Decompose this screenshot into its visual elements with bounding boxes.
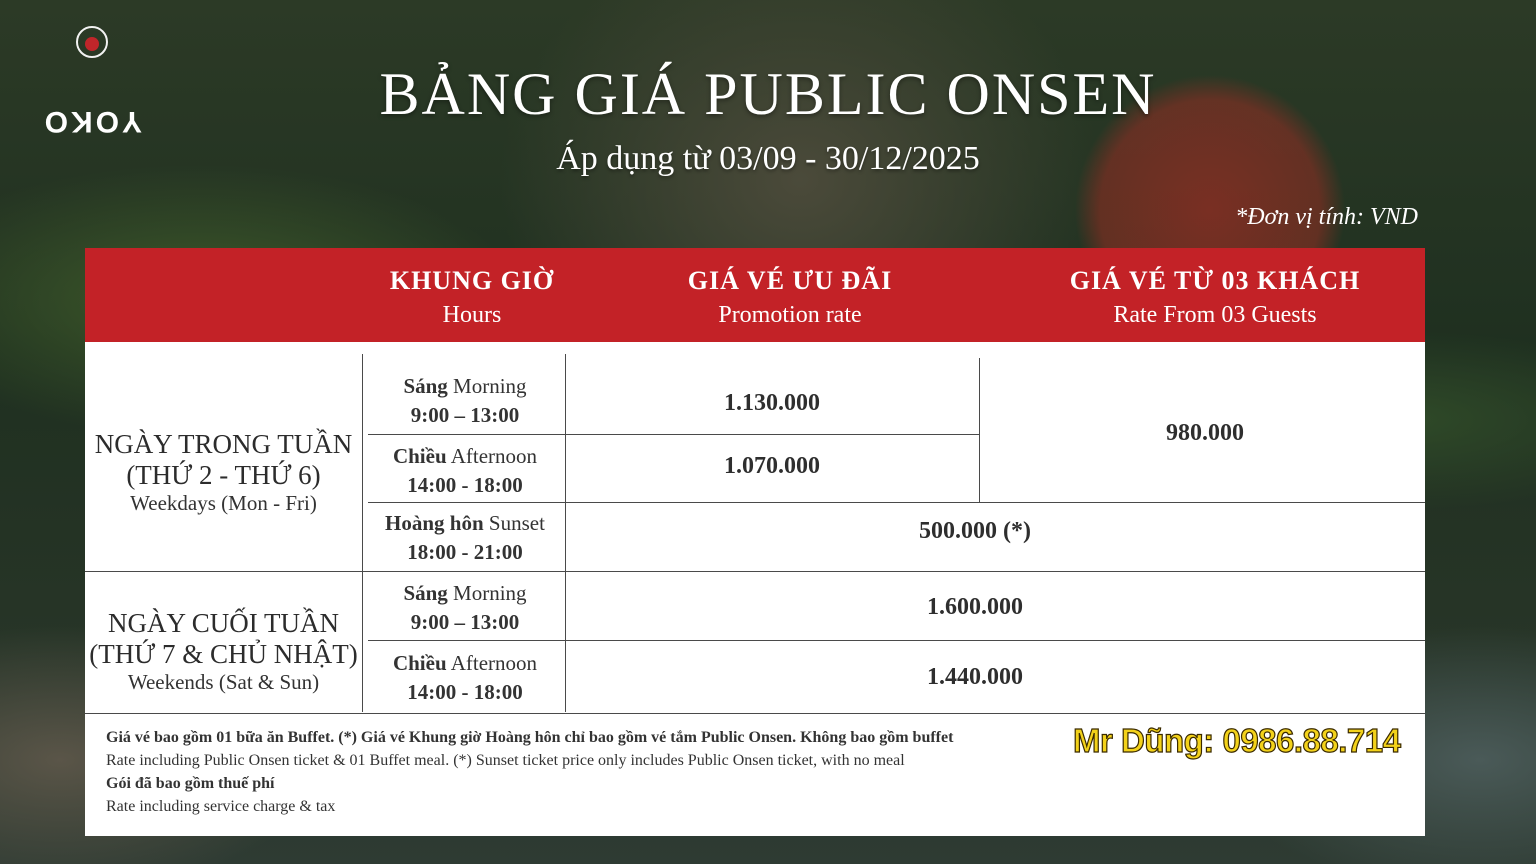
divider-day-column <box>362 354 363 712</box>
slot-time: 18:00 - 21:00 <box>407 540 523 564</box>
slot-vi: Hoàng hôn <box>385 511 484 535</box>
note-line-2: Rate including Public Onsen ticket & 01 Buffet meal. (*) Sunset ticket price only includes Public Onsen ticket, with no meal <box>106 752 905 769</box>
header-group-vi: GIÁ VÉ TỪ 03 KHÁCH <box>1069 266 1361 295</box>
weekday-slot-morning <box>365 372 565 430</box>
unit-note: *Đơn vị tính: VND <box>1235 204 1418 230</box>
slot-en: Afternoon <box>450 651 538 675</box>
slot-vi: Chiều <box>392 651 447 675</box>
weekday-slot-afternoon <box>365 442 565 500</box>
slot-vi: Chiều <box>392 444 447 468</box>
header-group-en: Rate From 03 Guests <box>1113 302 1317 328</box>
header-hours-vi: KHUNG GIỜ <box>389 266 555 295</box>
slot-en: Morning <box>453 374 527 398</box>
slot-time: 14:00 - 18:00 <box>407 473 523 497</box>
weekends-label-line1: NGÀY CUỐI TUẦN <box>108 608 339 638</box>
price-table <box>85 248 1425 836</box>
price-weekday-afternoon: 1.070.000 <box>724 453 820 479</box>
price-weekday-morning: 1.130.000 <box>724 390 820 416</box>
logo-text: YOKO <box>41 105 143 138</box>
slot-vi: Sáng <box>403 581 448 605</box>
divider-row-1 <box>368 434 979 435</box>
slot-time: 9:00 – 13:00 <box>410 403 520 427</box>
price-weekend-morning: 1.600.000 <box>927 594 1023 620</box>
contact-phone: Mr Dũng: 0986.88.714 <box>1073 722 1401 759</box>
weekend-slot-morning <box>365 579 565 637</box>
logo-emblem-icon <box>76 26 108 58</box>
header-promo-en: Promotion rate <box>718 302 862 328</box>
slot-vi: Sáng <box>403 374 448 398</box>
price-weekday-group: 980.000 <box>1166 420 1244 446</box>
weekdays-label-line2: (THỨ 2 - THỨ 6) <box>126 460 321 490</box>
slot-en: Sunset <box>488 511 545 535</box>
divider-row-2 <box>368 502 1425 503</box>
note-line-3: Gói đã bao gồm thuế phí <box>106 775 275 792</box>
header-hours <box>372 266 572 329</box>
divider-section <box>85 571 1425 572</box>
price-weekday-sunset: 500.000 (*) <box>919 518 1031 544</box>
weekdays-label-en: Weekdays (Mon - Fri) <box>130 491 317 515</box>
divider-bottom <box>85 713 1425 714</box>
divider-row-4 <box>368 640 1425 641</box>
price-weekend-afternoon: 1.440.000 <box>927 664 1023 690</box>
weekday-slot-sunset <box>365 509 565 567</box>
slot-time: 9:00 – 13:00 <box>410 610 520 634</box>
weekends-label-en: Weekends (Sat & Sun) <box>127 670 320 694</box>
header-hours-en: Hours <box>442 302 502 328</box>
weekend-slot-afternoon <box>365 649 565 707</box>
table-header <box>85 248 1425 342</box>
slot-en: Morning <box>453 581 527 605</box>
header-promo-vi: GIÁ VÉ ƯU ĐÃI <box>687 266 893 295</box>
page-subtitle: Áp dụng từ 03/09 - 30/12/2025 <box>556 140 980 177</box>
page-title: BẢNG GIÁ PUBLIC ONSEN <box>379 61 1157 127</box>
weekdays-label-line1: NGÀY TRONG TUẦN <box>94 429 353 459</box>
header-promo <box>645 266 935 329</box>
weekends-label <box>85 608 362 695</box>
note-line-4: Rate including service charge & tax <box>106 798 336 815</box>
note-line-1: Giá vé bao gồm 01 bữa ăn Buffet. (*) Giá vé Khung giờ Hoàng hôn chỉ bao gồm vé tắm Public Onsen. Không bao gồm buffet <box>106 729 954 746</box>
slot-time: 14:00 - 18:00 <box>407 680 523 704</box>
footnotes <box>106 726 1066 818</box>
header-group <box>1035 266 1395 329</box>
weekdays-label <box>85 429 362 516</box>
weekends-label-line2: (THỨ 7 & CHỦ NHẬT) <box>89 639 358 669</box>
slot-en: Afternoon <box>450 444 538 468</box>
